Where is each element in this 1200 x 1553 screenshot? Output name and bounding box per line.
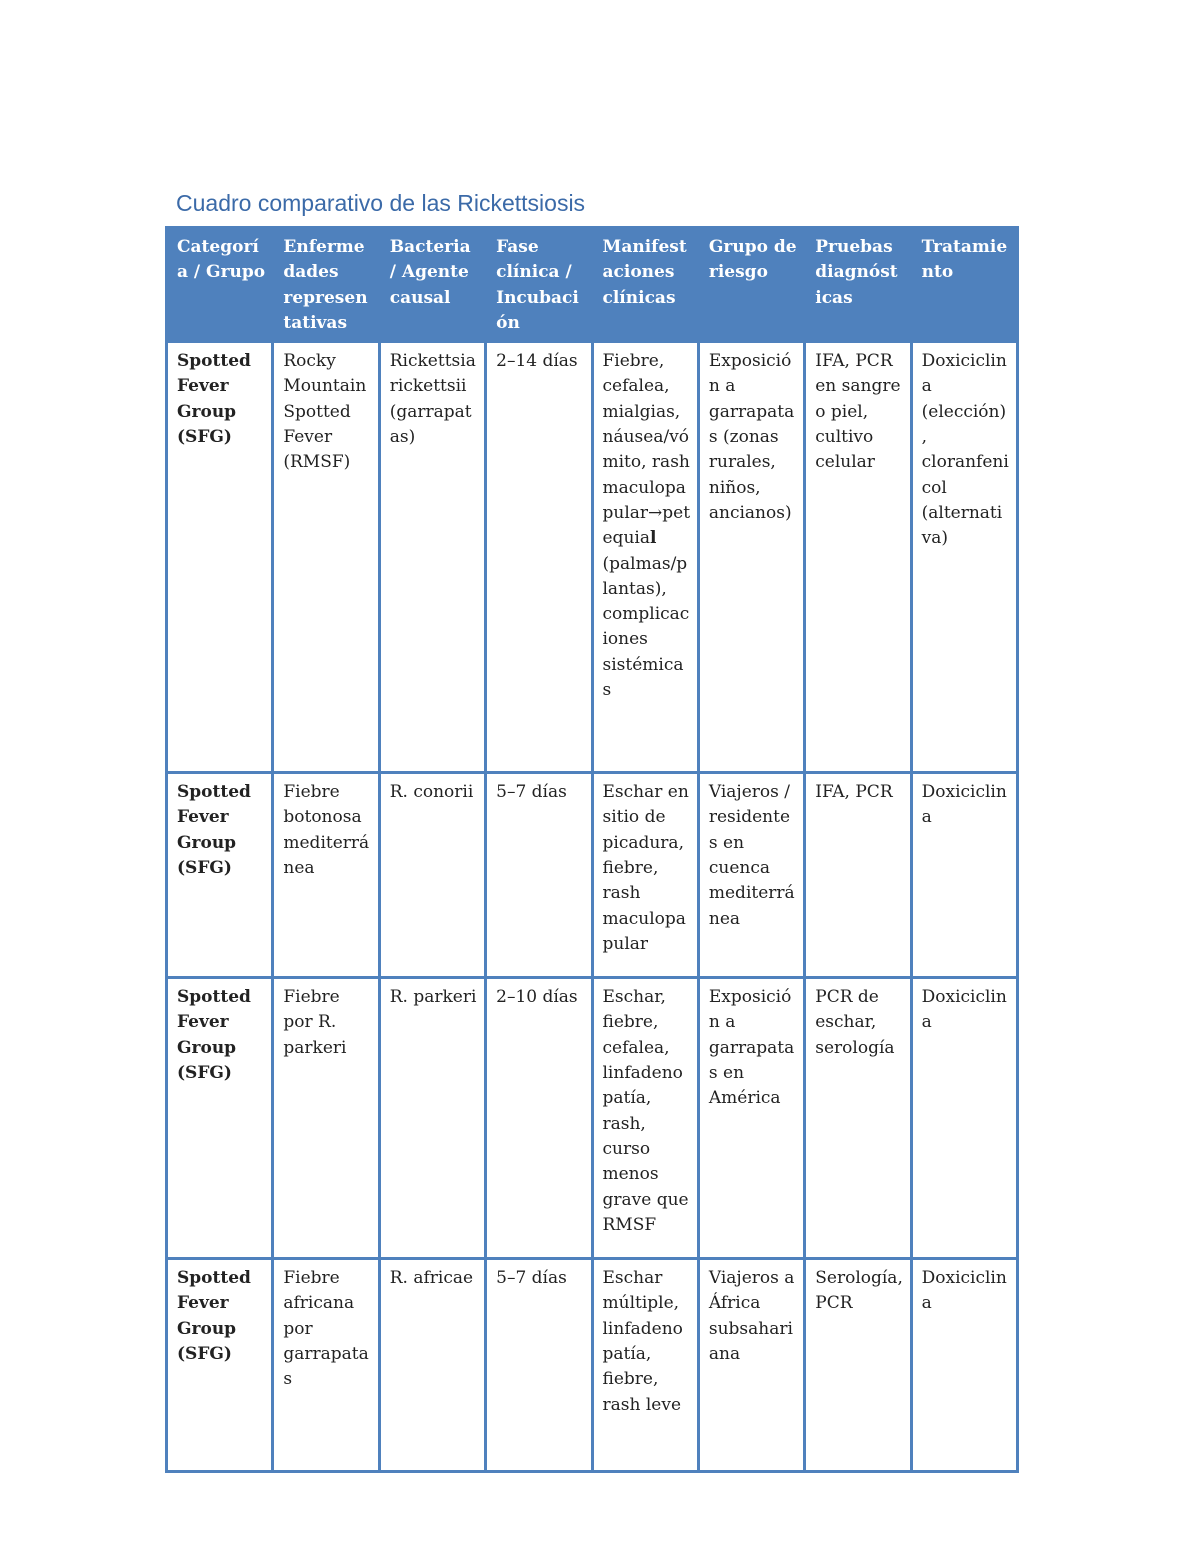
manifestaciones-text-b: l [649,528,657,549]
cell-manifestaciones [592,342,698,773]
cell-enfermedad: Fiebre africana por garrapatas [273,1259,379,1472]
cell-grupo-riesgo: Viajeros a África subsahariana [698,1259,804,1472]
page-title: Cuadro comparativo de las Rickettsiosis [176,190,586,216]
cell-grupo-riesgo: Viajeros / residentes en cuenca mediterránea [698,773,804,978]
table-row [167,342,1018,773]
cell-grupo-riesgo: Exposición a garrapatas (zonas rurales, niños, ancianos) [698,342,804,773]
header-enfermedades: Enfermedades representativas [273,228,379,342]
cell-pruebas: IFA, PCR [805,773,911,978]
cell-bacteria: R. conorii [379,773,485,978]
cell-tratamiento: Doxiciclina [911,773,1017,978]
cell-categoria: Spotted Fever Group (SFG) [167,342,273,773]
cell-tratamiento: Doxiciclina [911,1259,1017,1472]
header-manifestaciones: Manifestaciones clínicas [592,228,698,342]
header-bacteria: Bacteria / Agente causal [379,228,485,342]
cell-enfermedad: Fiebre por R. parkeri [273,978,379,1259]
table-row [167,1259,1018,1472]
table-row [167,773,1018,978]
cell-enfermedad: Rocky Mountain Spotted Fever (RMSF) [273,342,379,773]
cell-manifestaciones: Eschar múltiple, linfadenopatía, fiebre, rash leve [592,1259,698,1472]
cell-pruebas: IFA, PCR en sangre o piel, cultivo celular [805,342,911,773]
cell-pruebas: PCR de eschar, serología [805,978,911,1259]
cell-categoria: Spotted Fever Group (SFG) [167,1259,273,1472]
cell-bacteria: Rickettsia rickettsii (garrapatas) [379,342,485,773]
cell-categoria: Spotted Fever Group (SFG) [167,978,273,1259]
cell-manifestaciones: Eschar, fiebre, cefalea, linfadenopatía, rash, curso menos grave que RMSF [592,978,698,1259]
manifestaciones-text-a: Fiebre, cefalea, mialgias, náusea/vómito, rash maculopapular→petequia [602,351,691,549]
comparison-table-container [165,226,1016,1415]
cell-bacteria: R. parkeri [379,978,485,1259]
cell-grupo-riesgo: Exposición a garrapatas en América [698,978,804,1259]
cell-fase: 5–7 días [486,1259,592,1472]
cell-manifestaciones: Eschar en sitio de picadura, fiebre, rash maculopapular [592,773,698,978]
cell-bacteria: R. africae [379,1259,485,1472]
cell-tratamiento: Doxiciclina [911,978,1017,1259]
header-categoria: Categoría / Grupo [167,228,273,342]
header-fase: Fase clínica / Incubación [486,228,592,342]
cell-categoria: Spotted Fever Group (SFG) [167,773,273,978]
cell-tratamiento: Doxiciclina (elección), cloranfenicol (alternativa) [911,342,1017,773]
manifestaciones-text-c: (palmas/plantas), complicaciones sistémicas [602,553,690,701]
cell-fase: 2–14 días [486,342,592,773]
header-grupo-riesgo: Grupo de riesgo [698,228,804,342]
header-tratamiento: Tratamiento [911,228,1017,342]
cell-pruebas: Serología, PCR [805,1259,911,1472]
cell-enfermedad: Fiebre botonosa mediterránea [273,773,379,978]
cell-fase: 5–7 días [486,773,592,978]
header-row [167,228,1018,342]
table-header [167,228,1018,342]
table-row [167,978,1018,1259]
header-pruebas: Pruebas diagnósticas [805,228,911,342]
table-body [167,342,1018,1472]
cell-fase: 2–10 días [486,978,592,1259]
comparison-table [165,226,1019,1473]
